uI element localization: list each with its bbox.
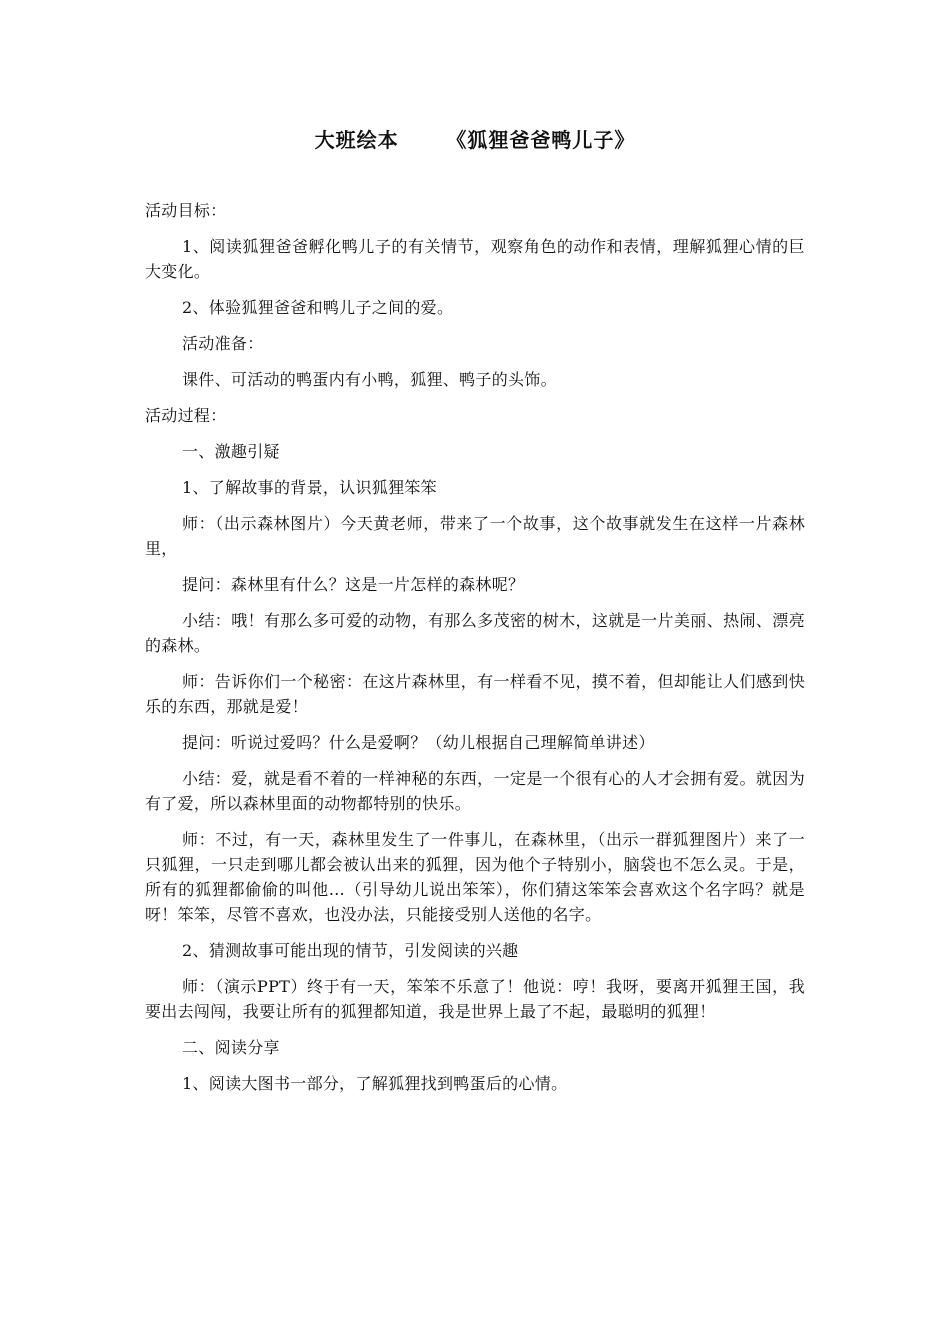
paragraph: 师：（演示PPT）终于有一天，笨笨不乐意了！他说：哼！我呀，要离开狐狸王国，我要出去闯闯，我要让所有的狐狸都知道，我是世界上最了不起，最聪明的狐狸！ — [145, 977, 805, 1021]
document-title: 大班绘本 《狐狸爸爸鸭儿子》 — [314, 128, 636, 152]
paragraph: 一、激趣引疑 — [182, 442, 280, 461]
paragraph: 1、了解故事的背景，认识狐狸笨笨 — [182, 478, 437, 497]
paragraph: 活动准备： — [182, 334, 264, 353]
paragraph: 2、猜测故事可能出现的情节，引发阅读的兴趣 — [182, 941, 519, 960]
document-body — [145, 198, 805, 1107]
paragraph: 师：告诉你们一个秘密：在这片森林里，有一样看不见，摸不着，但却能让人们感到快乐的东西，那就是爱！ — [145, 672, 805, 716]
paragraph: 小结：爱，就是看不着的一样神秘的东西，一定是一个很有心的人才会拥有爱。就因为有了爱，所以森林里面的动物都特别的快乐。 — [145, 769, 805, 813]
paragraph: 活动目标： — [145, 201, 227, 220]
paragraph: 2、体验狐狸爸爸和鸭儿子之间的爱。 — [182, 298, 454, 317]
paragraph: 二、阅读分享 — [182, 1038, 280, 1057]
paragraph: 师：不过，有一天，森林里发生了一件事儿，在森林里，（出示一群狐狸图片）来了一只狐狸，一只走到哪儿都会被认出来的狐狸，因为他个子特别小，脑袋也不怎么灵。于是，所有的狐狸都偷偷的叫他…（引导幼儿说出笨笨），你们猜这笨笨会喜欢这个名字吗？就是呀！笨笨，尽管不喜欢，也没办法，只能接受别人送他的名字。 — [145, 830, 805, 924]
paragraph: 课件、可活动的鸭蛋内有小鸭，狐狸、鸭子的头饰。 — [182, 370, 557, 389]
paragraph: 提问：听说过爱吗？什么是爱啊？（幼儿根据自己理解简单讲述） — [182, 733, 655, 752]
paragraph: 提问：森林里有什么？这是一片怎样的森林呢？ — [182, 575, 525, 594]
paragraph: 小结：哦！有那么多可爱的动物，有那么多茂密的树木，这就是一片美丽、热闹、漂亮的森林。 — [145, 611, 805, 655]
paragraph: 1、阅读大图书一部分，了解狐狸找到鸭蛋后的心情。 — [182, 1074, 568, 1093]
paragraph: 1、阅读狐狸爸爸孵化鸭儿子的有关情节，观察角色的动作和表情，理解狐狸心情的巨大变化。 — [145, 237, 805, 281]
paragraph: 师：（出示森林图片）今天黄老师，带来了一个故事，这个故事就发生在这样一片森林里， — [145, 514, 805, 558]
paragraph: 活动过程： — [145, 406, 227, 425]
